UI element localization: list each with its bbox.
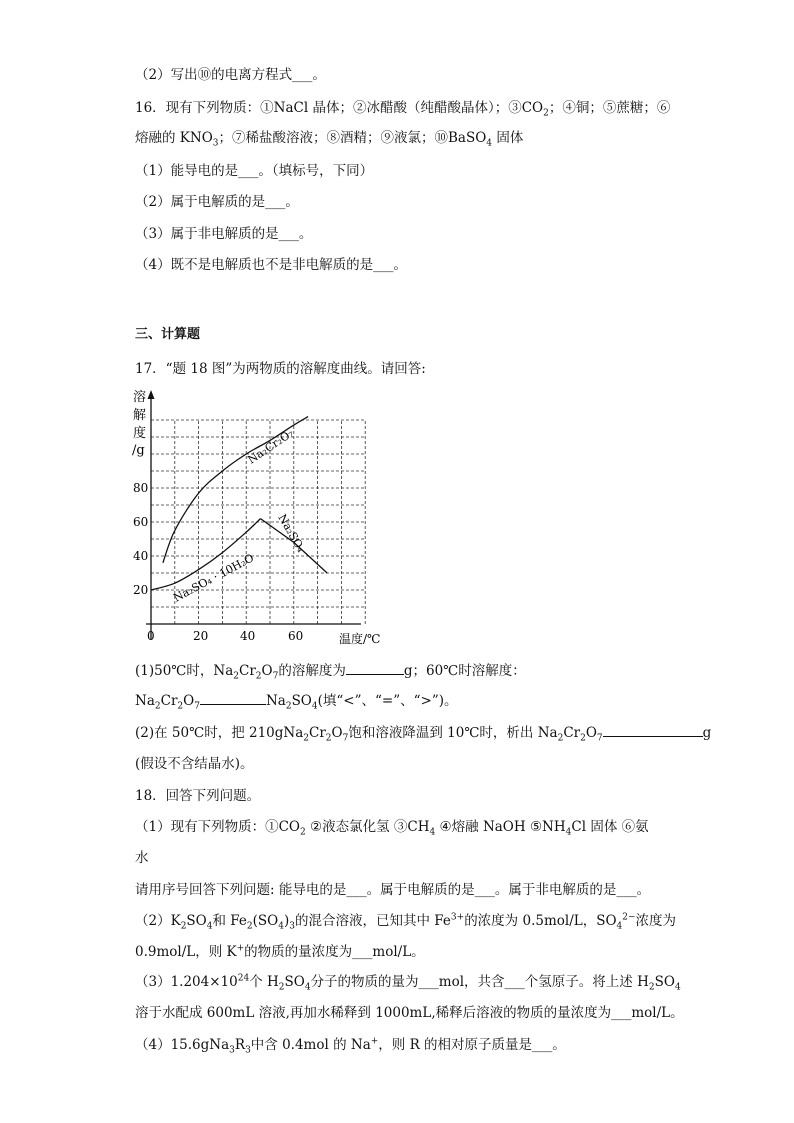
x-tick-label: 40: [240, 629, 256, 643]
y-tick-label: 40: [133, 549, 149, 563]
x-axis-label: 温度/℃: [339, 632, 381, 646]
q18-part2-line2: 0.9mol/L，则 K+的物质的量浓度为___mol/L。: [135, 943, 425, 960]
y-title-char-3: 度: [133, 426, 147, 441]
curve-label-na2so4: Na₂SO₄: [275, 512, 308, 555]
q17-part2-line2: (假设不含结晶水)。: [135, 756, 254, 772]
q17-part2-line1: (2)在 50℃时，把 $210gNa_2Cr_2O_7$饱和溶液降温到 10℃时，析出 $Na_2Cr_2O_7$ g: [135, 725, 712, 744]
q18-part1-line3: 请用序号回答下列问题: 能导电的是___。属于电解质的是___。属于非电解质的是___。: [135, 882, 651, 898]
q18-part3-line1: $(3)1.204\times 10^{24}$个 $H_2SO_4$分子的物质的量为___mol，共含___个氢原子。将上述 $H_2SO_4$: [135, 973, 681, 993]
answer-blank[interactable]: [603, 724, 703, 737]
q17-part1-line2: $Na_2Cr_2O_7$ $Na_2SO_4$(填“<”、“=”、“>”)。: [135, 693, 458, 712]
q18-part3-line2: 溶于水配成 600mL 溶液,再加水稀释到 1000mL,稀释后溶液的物质的量浓度为___mol/L。: [135, 1005, 684, 1021]
y-tick-label: 20: [133, 583, 149, 597]
q16-part1: （1）能导电的是___。（填标号，下同）: [135, 163, 374, 179]
curve-label-na2so4-10h2o: Na₂SO₄ · 10H₂O: [171, 551, 257, 605]
q16-part3: （3）属于非电解质的是___。: [135, 226, 313, 242]
q15-part2: （2）写出⑩的电离方程式___。: [135, 67, 326, 83]
x-tick-label: 60: [288, 629, 304, 643]
section-title: 三、计算题: [135, 327, 201, 342]
q16-stem-line1: 16．现有下列物质：①NaCl 晶体；②冰醋酸（纯醋酸晶体）；$③CO_2$；④铜；⑤蔗糖；⑥: [135, 100, 671, 119]
y-axis-title: [132, 389, 146, 458]
x-tick-label: 20: [193, 629, 209, 643]
q17-stem: 17．“题 18 图”为两物质的溶解度曲线。请回答:: [135, 361, 426, 377]
q18-part4: $(4)15.6gNa_3R_3$中含 0.4mol 的 Na+，则 R 的相对原子质量是___。: [135, 1036, 566, 1056]
answer-blank[interactable]: [200, 692, 266, 705]
y-axis-arrow: [148, 390, 155, 399]
x-tick-label: 0: [147, 629, 155, 643]
y-tick-label: 80: [133, 481, 149, 495]
q16-part4: （4）既不是电解质也不是非电解质的是___。: [135, 257, 407, 273]
q18-part1-line1: （1）现有下列物质：$①CO_2$ ②液态氯化氢 $③CH_4$ ④熔融 NaOH $⑤NH_4Cl$ 固体 ⑥氨: [135, 819, 649, 838]
curve-label-na2cr2o7: Na₂Cr₂O₇: [245, 426, 296, 467]
y-title-char-4: /g: [132, 443, 145, 458]
q17-part1-line1: (1)50℃时，$Na_2Cr_2O_7$的溶解度为 g；60℃时溶解度：: [135, 663, 526, 682]
q18-part1-line2: 水: [135, 850, 149, 866]
y-title-char-2: 解: [133, 408, 147, 423]
y-tick-label: 60: [133, 515, 149, 529]
q18-part2-line1: $(2)K_2SO_4$和 $Fe_2(SO_4)_3$的混合溶液，已知其中 $Fe^{3+}$的浓度为 0.5mol/L，$SO_4^{2-}$浓度为: [135, 912, 677, 932]
q16-stem-line2: 熔融的 $KNO_3$；⑦稀盐酸溶液；⑧酒精；⑨液氯；⑩BaSO$_4$ 固体: [135, 130, 524, 149]
y-title-char-1: 溶: [133, 390, 147, 405]
solubility-chart: [128, 384, 398, 649]
q16-part2: （2）属于电解质的是___。: [135, 194, 299, 210]
q18-stem: 18．回答下列问题。: [135, 788, 261, 804]
answer-blank[interactable]: [346, 662, 404, 675]
